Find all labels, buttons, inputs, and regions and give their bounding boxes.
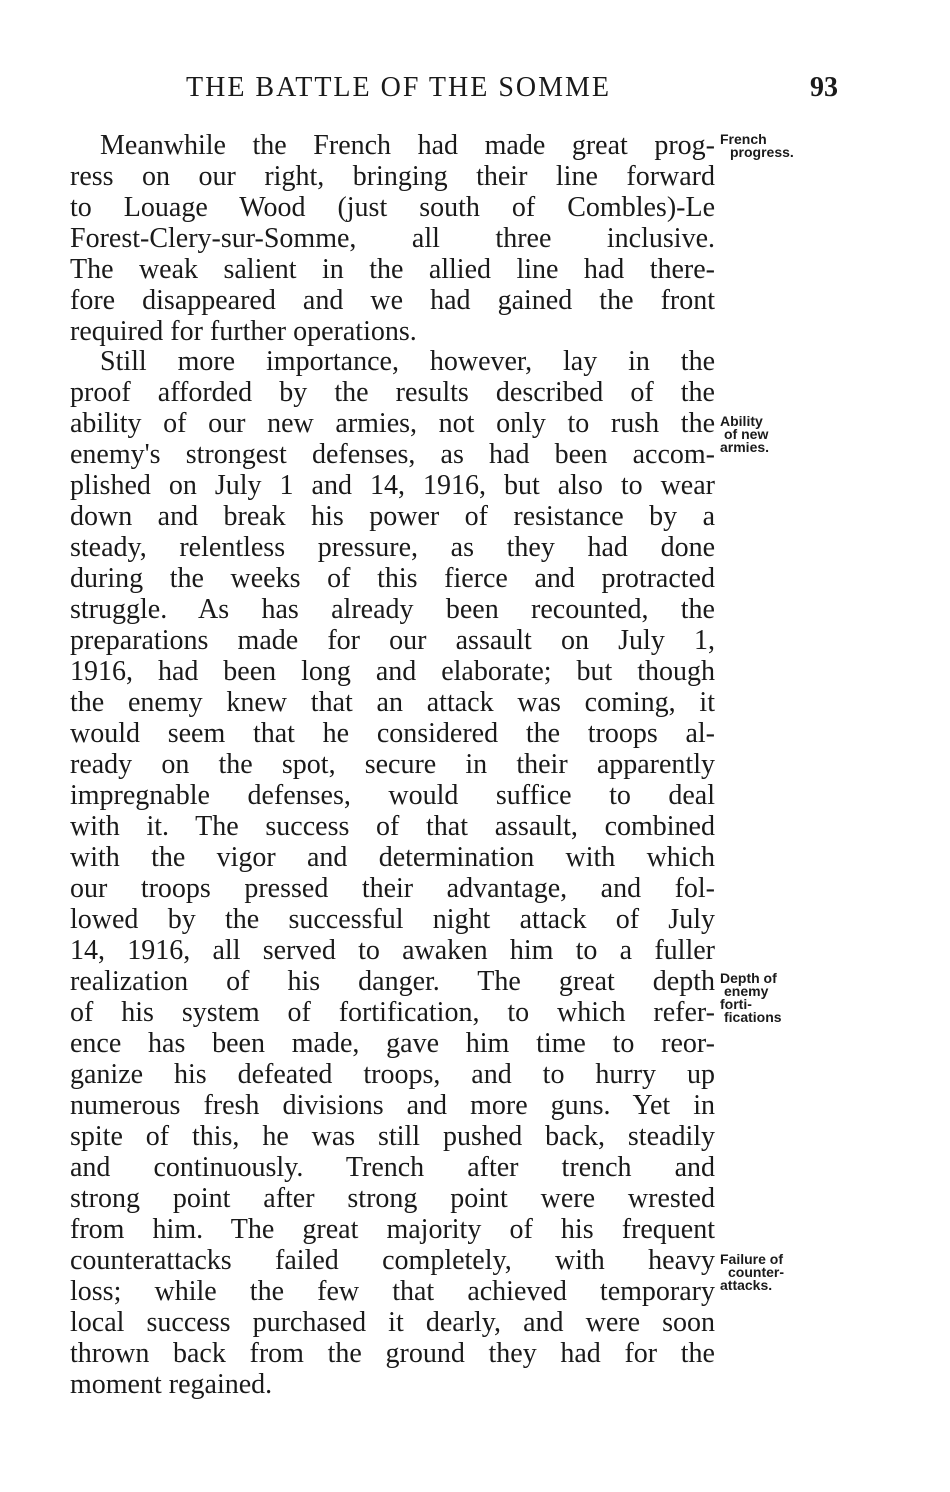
body-line: to Louage Wood (just south of Combles)-Le [70,192,715,223]
body-line: our troops pressed their advantage, and fol- [70,873,715,904]
body-line: impregnable defenses, would suffice to deal [70,780,715,811]
body-line: counterattacks failed completely, with heavy [70,1245,715,1276]
body-line: plished on July 1 and 14, 1916, but also to wear [70,470,715,501]
body-line: moment regained. [70,1369,273,1400]
body-line: ress on our right, bringing their line forward [70,161,715,192]
body-line: down and break his power of resistance by a [70,501,715,532]
body-line: Meanwhile the French had made great prog- [100,130,715,161]
margin-note-line: Failure of [720,1251,784,1267]
body-line: strong point after strong point were wrested [70,1183,715,1214]
body-line: the enemy knew that an attack was coming, it [70,687,715,718]
margin-note-line: French [720,131,767,147]
body-line: would seem that he considered the troops al- [70,718,715,749]
margin-note-line: Depth of [720,970,777,986]
margin-note-line: enemy [724,983,769,999]
margin-note-line: forti- [720,996,752,1012]
body-line: ganize his defeated troops, and to hurry up [70,1059,715,1090]
body-line: numerous fresh divisions and more guns. Yet in [70,1090,715,1121]
body-line: preparations made for our assault on July 1, [70,625,715,656]
body-line: from him. The great majority of his frequent [70,1214,715,1245]
body-line: Still more importance, however, lay in the [100,346,715,377]
margin-note-line: of new [724,426,769,442]
body-line: steady, relentless pressure, as they had done [70,532,715,563]
body-line: lowed by the successful night attack of July [70,904,715,935]
body-line: ability of our new armies, not only to rush the [70,408,715,439]
body-line: ence has been made, gave him time to reor- [70,1028,715,1059]
page-number: 93 [810,72,838,103]
margin-note-failure-of-counter-attacks [720,1253,820,1292]
margin-note-line: progress. [730,144,794,160]
body-line: with the vigor and determination with which [70,842,715,873]
body-line: thrown back from the ground they had for the [70,1338,715,1369]
body-line: with it. The success of that assault, combined [70,811,715,842]
margin-note-line: Ability [720,413,763,429]
body-line: Forest-Clery-sur-Somme, all three inclusive. [70,223,715,254]
margin-note-french-progress [720,133,820,159]
body-line: 1916, had been long and elaborate; but though [70,656,715,687]
running-head [178,72,838,108]
margin-note-line: attacks. [720,1277,773,1293]
body-line: and continuously. Trench after trench and [70,1152,715,1183]
body-line: loss; while the few that achieved temporary [70,1276,715,1307]
margin-note-line: counter- [728,1264,784,1280]
body-line: realization of his danger. The great depth [70,966,715,997]
body-line: 14, 1916, all served to awaken him to a fuller [70,935,715,966]
body-line: fore disappeared and we had gained the front [70,285,715,316]
body-line: spite of this, he was still pushed back, steadily [70,1121,715,1152]
margin-note-line: armies. [720,439,770,455]
margin-note-ability-of-new-armies [720,415,820,454]
body-line: ready on the spot, secure in their apparently [70,749,715,780]
body-line: The weak salient in the allied line had there- [70,254,715,285]
body-line: required for further operations. [70,316,417,347]
body-line: struggle. As has already been recounted, the [70,594,715,625]
body-line: proof afforded by the results described of the [70,377,715,408]
body-line: during the weeks of this fierce and protracted [70,563,715,594]
margin-note-depth-of-enemy-fortifications [720,972,820,1024]
body-line: local success purchased it dearly, and were soon [70,1307,715,1338]
margin-note-line: fications [724,1009,782,1025]
body-line: of his system of fortification, to which refer- [70,997,715,1028]
body-line: enemy's strongest defenses, as had been accom- [70,439,715,470]
running-title: THE BATTLE OF THE SOMME [186,72,612,103]
